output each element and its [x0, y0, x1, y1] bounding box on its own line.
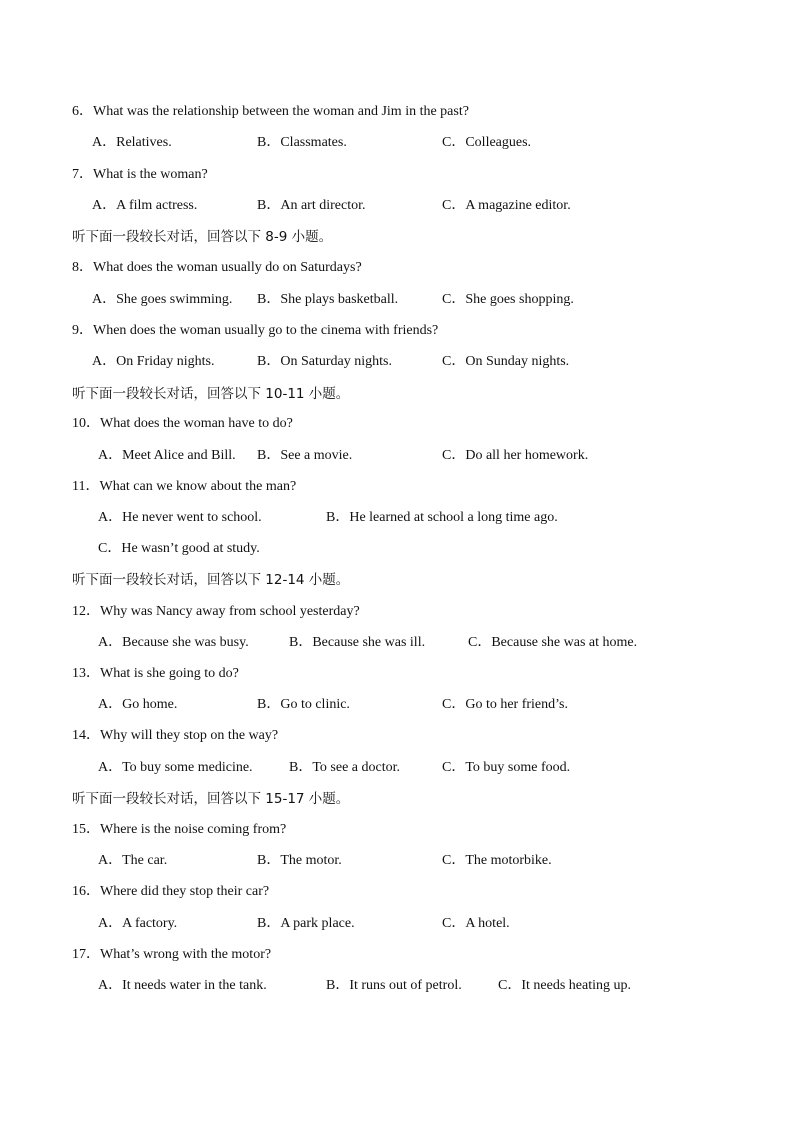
- answer-option: B．On Saturday nights.: [257, 354, 392, 369]
- section-instruction: 听下面一段较长对话，回答以下 12-14 小题。: [72, 572, 350, 588]
- question-text: 9．When does the woman usually go to the cinema with friends?: [72, 323, 439, 338]
- answer-option: C．On Sunday nights.: [442, 354, 570, 369]
- answer-option: A．He never went to school.: [98, 510, 262, 525]
- question-text: 17．What’s wrong with the motor?: [72, 947, 272, 962]
- answer-option: B．See a movie.: [257, 448, 353, 463]
- answer-option: C．To buy some food.: [442, 760, 571, 775]
- answer-option: A．A factory.: [98, 916, 178, 931]
- answer-option: C．Do all her homework.: [442, 448, 589, 463]
- answer-option: A．Go home.: [98, 697, 178, 712]
- answer-option: B．The motor.: [257, 853, 342, 868]
- question-text: 13．What is she going to do?: [72, 666, 239, 681]
- answer-option: B．Go to clinic.: [257, 697, 350, 712]
- question-text: 6．What was the relationship between the woman and Jim in the past?: [72, 104, 469, 119]
- answer-option: A．On Friday nights.: [92, 354, 215, 369]
- answer-option: B．It runs out of petrol.: [326, 978, 462, 993]
- answer-option: C．Colleagues.: [442, 135, 532, 150]
- answer-option: B．She plays basketball.: [257, 292, 399, 307]
- answer-option: A．To buy some medicine.: [98, 760, 253, 775]
- answer-option: A．Relatives.: [92, 135, 172, 150]
- answer-option: B．A park place.: [257, 916, 355, 931]
- section-instruction: 听下面一段较长对话，回答以下 8-9 小题。: [72, 229, 333, 245]
- answer-option: B．He learned at school a long time ago.: [326, 510, 558, 525]
- question-text: 12．Why was Nancy away from school yesterday?: [72, 604, 360, 619]
- answer-option: A．A film actress.: [92, 198, 198, 213]
- answer-option: C．A magazine editor.: [442, 198, 571, 213]
- question-text: 10．What does the woman have to do?: [72, 416, 293, 431]
- answer-option: C．A hotel.: [442, 916, 510, 931]
- answer-option: A．Meet Alice and Bill.: [98, 448, 236, 463]
- question-text: 11．What can we know about the man?: [72, 479, 297, 494]
- answer-option: C．The motorbike.: [442, 853, 552, 868]
- question-text: 16．Where did they stop their car?: [72, 884, 270, 899]
- answer-option: B．Because she was ill.: [289, 635, 426, 650]
- section-instruction: 听下面一段较长对话，回答以下 10-11 小题。: [72, 386, 350, 402]
- answer-option: A．It needs water in the tank.: [98, 978, 267, 993]
- answer-option: C．Go to her friend’s.: [442, 697, 568, 712]
- question-text: 14．Why will they stop on the way?: [72, 728, 279, 743]
- answer-option: A．Because she was busy.: [98, 635, 249, 650]
- answer-option: C．Because she was at home.: [468, 635, 638, 650]
- question-text: 15．Where is the noise coming from?: [72, 822, 287, 837]
- answer-option: B．Classmates.: [257, 135, 347, 150]
- question-text: 7．What is the woman?: [72, 167, 208, 182]
- answer-option: B．An art director.: [257, 198, 366, 213]
- answer-option: C．It needs heating up.: [498, 978, 631, 993]
- question-text: 8．What does the woman usually do on Saturdays?: [72, 260, 362, 275]
- answer-option: B．To see a doctor.: [289, 760, 400, 775]
- answer-option: C．She goes shopping.: [442, 292, 574, 307]
- section-instruction: 听下面一段较长对话，回答以下 15-17 小题。: [72, 791, 350, 807]
- answer-option: A．The car.: [98, 853, 168, 868]
- answer-option: C．He wasn’t good at study.: [98, 541, 260, 556]
- answer-option: A．She goes swimming.: [92, 292, 233, 307]
